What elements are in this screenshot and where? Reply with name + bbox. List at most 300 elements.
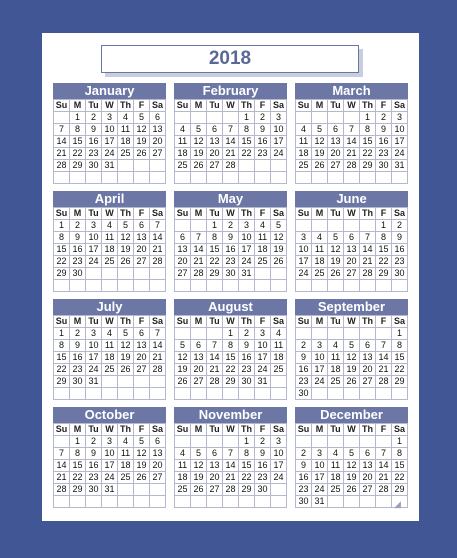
day-cell: 13	[207, 136, 223, 148]
day-cell: 15	[239, 460, 255, 472]
day-cell: 1	[239, 112, 255, 124]
day-cell: 27	[360, 484, 376, 496]
day-cell: 1	[207, 220, 223, 232]
day-cell: 13	[150, 448, 166, 460]
day-cell: 8	[392, 340, 408, 352]
day-cell: 23	[255, 472, 271, 484]
day-cell: 21	[150, 244, 166, 256]
day-cell: 18	[175, 148, 191, 160]
empty-cell	[118, 280, 134, 292]
day-cell: 16	[392, 244, 408, 256]
empty-cell	[207, 388, 223, 400]
empty-cell	[207, 280, 223, 292]
empty-cell	[118, 160, 134, 172]
day-grid	[53, 99, 166, 184]
day-cell: 26	[191, 160, 207, 172]
day-grid	[295, 99, 408, 184]
day-cell: 13	[360, 460, 376, 472]
day-cell: 8	[54, 232, 70, 244]
day-cell: 9	[223, 232, 239, 244]
day-cell: 16	[296, 472, 312, 484]
empty-cell	[191, 220, 207, 232]
empty-cell	[70, 496, 86, 508]
day-cell: 2	[223, 220, 239, 232]
day-cell: 23	[70, 256, 86, 268]
day-cell: 11	[102, 232, 118, 244]
day-cell: 22	[239, 148, 255, 160]
day-cell: 20	[134, 244, 150, 256]
weekday-header: M	[312, 424, 328, 436]
day-cell: 29	[207, 268, 223, 280]
day-cell: 4	[102, 220, 118, 232]
day-cell: 17	[312, 364, 328, 376]
day-cell: 12	[312, 136, 328, 148]
day-cell: 30	[86, 160, 102, 172]
day-cell: 5	[344, 340, 360, 352]
day-cell: 12	[118, 340, 134, 352]
day-grid	[53, 207, 166, 292]
day-cell: 29	[54, 268, 70, 280]
empty-cell	[328, 436, 344, 448]
empty-cell	[118, 484, 134, 496]
day-cell: 3	[271, 112, 287, 124]
day-grid	[295, 207, 408, 292]
weekday-header: M	[70, 100, 86, 112]
empty-cell	[360, 496, 376, 508]
day-cell: 9	[70, 232, 86, 244]
empty-cell	[392, 388, 408, 400]
day-cell: 7	[54, 124, 70, 136]
day-cell: 14	[344, 136, 360, 148]
day-cell: 7	[344, 124, 360, 136]
month-title: December	[295, 407, 408, 423]
day-cell: 18	[118, 136, 134, 148]
day-cell: 11	[175, 460, 191, 472]
day-grid	[174, 99, 287, 184]
day-cell: 28	[54, 160, 70, 172]
weekday-header: Tu	[328, 100, 344, 112]
day-cell: 3	[392, 112, 408, 124]
day-cell: 26	[191, 484, 207, 496]
day-cell: 15	[70, 460, 86, 472]
empty-cell	[344, 388, 360, 400]
weekday-header: Sa	[150, 316, 166, 328]
day-cell: 18	[328, 472, 344, 484]
day-cell: 11	[255, 232, 271, 244]
day-cell: 15	[223, 352, 239, 364]
weekday-header: Th	[360, 208, 376, 220]
day-cell: 12	[344, 460, 360, 472]
day-cell: 3	[312, 448, 328, 460]
day-cell: 15	[54, 352, 70, 364]
day-cell: 30	[296, 388, 312, 400]
day-cell: 27	[328, 160, 344, 172]
day-cell: 4	[312, 232, 328, 244]
day-cell: 20	[207, 148, 223, 160]
day-cell: 20	[360, 472, 376, 484]
day-cell: 9	[86, 124, 102, 136]
empty-cell	[70, 280, 86, 292]
day-cell: 22	[392, 472, 408, 484]
day-cell: 19	[134, 460, 150, 472]
weekday-header: Sa	[392, 424, 408, 436]
empty-cell	[54, 112, 70, 124]
day-cell: 10	[271, 448, 287, 460]
day-cell: 27	[150, 472, 166, 484]
empty-cell	[150, 496, 166, 508]
empty-cell	[312, 388, 328, 400]
day-cell: 12	[191, 460, 207, 472]
day-cell: 15	[239, 136, 255, 148]
day-cell: 5	[118, 220, 134, 232]
month-september	[295, 299, 408, 400]
day-cell: 24	[102, 472, 118, 484]
day-cell: 1	[70, 112, 86, 124]
weekday-header: Sa	[392, 208, 408, 220]
day-cell: 6	[360, 340, 376, 352]
day-cell: 25	[255, 256, 271, 268]
day-cell: 26	[344, 484, 360, 496]
weekday-header: Tu	[86, 424, 102, 436]
day-cell: 19	[344, 364, 360, 376]
weekday-header: Tu	[86, 208, 102, 220]
day-cell: 15	[392, 460, 408, 472]
day-cell: 12	[328, 244, 344, 256]
empty-cell	[175, 172, 191, 184]
day-cell: 12	[118, 232, 134, 244]
day-cell: 11	[118, 124, 134, 136]
empty-cell	[223, 112, 239, 124]
day-cell: 11	[102, 340, 118, 352]
empty-cell	[239, 172, 255, 184]
day-cell: 25	[296, 160, 312, 172]
day-cell: 23	[376, 148, 392, 160]
day-cell: 23	[223, 256, 239, 268]
empty-cell	[223, 436, 239, 448]
day-cell: 14	[191, 244, 207, 256]
day-cell: 31	[102, 484, 118, 496]
day-cell: 5	[191, 124, 207, 136]
empty-cell	[392, 280, 408, 292]
empty-cell	[150, 388, 166, 400]
day-cell: 6	[134, 220, 150, 232]
day-cell: 20	[328, 148, 344, 160]
day-cell: 28	[191, 268, 207, 280]
weekday-header: F	[376, 100, 392, 112]
day-cell: 1	[54, 220, 70, 232]
day-cell: 29	[70, 160, 86, 172]
day-cell: 8	[239, 124, 255, 136]
empty-cell	[150, 160, 166, 172]
day-cell: 6	[328, 124, 344, 136]
day-cell: 5	[312, 124, 328, 136]
day-cell: 24	[271, 472, 287, 484]
empty-cell	[134, 268, 150, 280]
day-cell: 17	[271, 460, 287, 472]
weekday-header: Sa	[150, 100, 166, 112]
day-cell: 22	[70, 472, 86, 484]
month-august	[174, 299, 287, 400]
day-cell: 16	[223, 244, 239, 256]
empty-cell	[150, 484, 166, 496]
day-cell: 13	[134, 232, 150, 244]
empty-cell	[239, 280, 255, 292]
day-cell: 2	[296, 340, 312, 352]
day-grid	[295, 315, 408, 400]
day-grid	[295, 423, 408, 508]
day-cell: 16	[86, 460, 102, 472]
weekday-header: Su	[296, 316, 312, 328]
empty-cell	[360, 280, 376, 292]
weekday-header: Th	[118, 316, 134, 328]
day-cell: 19	[175, 364, 191, 376]
day-cell: 25	[328, 376, 344, 388]
day-cell: 22	[54, 256, 70, 268]
day-cell: 3	[296, 232, 312, 244]
month-july	[53, 299, 166, 400]
day-cell: 28	[344, 160, 360, 172]
day-cell: 15	[392, 352, 408, 364]
weekday-header: W	[102, 316, 118, 328]
day-cell: 14	[223, 460, 239, 472]
day-cell: 13	[207, 460, 223, 472]
day-cell: 6	[344, 232, 360, 244]
day-cell: 28	[376, 484, 392, 496]
day-cell: 15	[360, 136, 376, 148]
day-cell: 16	[239, 352, 255, 364]
month-april	[53, 191, 166, 292]
day-cell: 24	[312, 376, 328, 388]
empty-cell	[102, 496, 118, 508]
day-cell: 25	[312, 268, 328, 280]
empty-cell	[376, 388, 392, 400]
empty-cell	[102, 280, 118, 292]
day-cell: 3	[239, 220, 255, 232]
weekday-header: Sa	[150, 424, 166, 436]
weekday-header: M	[312, 100, 328, 112]
weekday-header: Tu	[207, 424, 223, 436]
day-cell: 3	[102, 436, 118, 448]
day-cell: 3	[271, 436, 287, 448]
day-cell: 8	[376, 232, 392, 244]
weekday-header: F	[134, 424, 150, 436]
empty-cell	[102, 172, 118, 184]
empty-cell	[223, 172, 239, 184]
month-march	[295, 83, 408, 184]
weekday-header: W	[223, 316, 239, 328]
day-cell: 10	[86, 232, 102, 244]
day-cell: 14	[54, 136, 70, 148]
day-cell: 31	[312, 496, 328, 508]
empty-cell	[191, 328, 207, 340]
day-cell: 4	[118, 436, 134, 448]
weekday-header: Th	[239, 100, 255, 112]
day-cell: 10	[312, 352, 328, 364]
day-cell: 17	[392, 136, 408, 148]
empty-cell	[175, 280, 191, 292]
empty-cell	[296, 112, 312, 124]
empty-cell	[328, 172, 344, 184]
day-cell: 4	[255, 220, 271, 232]
empty-cell	[70, 172, 86, 184]
day-cell: 23	[392, 256, 408, 268]
month-may	[174, 191, 287, 292]
day-cell: 26	[118, 256, 134, 268]
weekday-header: Sa	[271, 424, 287, 436]
day-cell: 21	[54, 148, 70, 160]
weekday-header: Su	[296, 424, 312, 436]
day-cell: 18	[255, 244, 271, 256]
day-cell: 24	[392, 148, 408, 160]
day-cell: 6	[150, 436, 166, 448]
month-title: January	[53, 83, 166, 99]
day-cell: 24	[271, 148, 287, 160]
day-cell: 20	[344, 256, 360, 268]
day-cell: 15	[207, 244, 223, 256]
empty-cell	[255, 280, 271, 292]
weekday-header: Tu	[328, 316, 344, 328]
weekday-header: F	[134, 316, 150, 328]
empty-cell	[239, 388, 255, 400]
day-cell: 31	[239, 268, 255, 280]
day-cell: 2	[239, 328, 255, 340]
month-title: October	[53, 407, 166, 423]
day-cell: 16	[255, 460, 271, 472]
weekday-header: Tu	[86, 100, 102, 112]
empty-cell	[344, 112, 360, 124]
day-cell: 22	[223, 364, 239, 376]
empty-cell	[207, 496, 223, 508]
day-cell: 30	[223, 268, 239, 280]
weekday-header: Su	[54, 208, 70, 220]
day-cell: 21	[344, 148, 360, 160]
weekday-header: W	[223, 424, 239, 436]
weekday-header: Th	[360, 424, 376, 436]
weekday-header: M	[191, 100, 207, 112]
day-cell: 7	[223, 448, 239, 460]
empty-cell	[118, 496, 134, 508]
empty-cell	[175, 436, 191, 448]
empty-cell	[271, 376, 287, 388]
day-cell: 18	[175, 472, 191, 484]
day-cell: 27	[207, 484, 223, 496]
day-cell: 5	[134, 112, 150, 124]
day-cell: 23	[86, 148, 102, 160]
day-cell: 17	[255, 352, 271, 364]
day-cell: 14	[150, 340, 166, 352]
day-cell: 4	[296, 124, 312, 136]
month-title: September	[295, 299, 408, 315]
day-cell: 13	[150, 124, 166, 136]
day-cell: 21	[191, 256, 207, 268]
weekday-header: Sa	[271, 100, 287, 112]
day-cell: 31	[392, 160, 408, 172]
day-cell: 22	[207, 256, 223, 268]
empty-cell	[54, 436, 70, 448]
empty-cell	[134, 172, 150, 184]
day-cell: 3	[86, 328, 102, 340]
day-cell: 10	[255, 340, 271, 352]
day-cell: 17	[239, 244, 255, 256]
day-cell: 3	[102, 112, 118, 124]
empty-cell	[150, 172, 166, 184]
day-cell: 3	[86, 220, 102, 232]
weekday-header: Su	[175, 316, 191, 328]
day-cell: 3	[312, 340, 328, 352]
weekday-header: F	[376, 208, 392, 220]
day-cell: 18	[102, 352, 118, 364]
day-cell: 10	[102, 448, 118, 460]
day-cell: 21	[223, 472, 239, 484]
weekday-header: Su	[175, 424, 191, 436]
empty-cell	[239, 496, 255, 508]
day-cell: 18	[118, 460, 134, 472]
day-cell: 21	[150, 352, 166, 364]
weekday-header: Sa	[150, 208, 166, 220]
empty-cell	[376, 496, 392, 508]
day-cell: 1	[376, 220, 392, 232]
day-cell: 19	[271, 244, 287, 256]
day-cell: 9	[255, 448, 271, 460]
day-cell: 2	[86, 112, 102, 124]
day-cell: 29	[376, 268, 392, 280]
empty-cell	[175, 388, 191, 400]
day-cell: 30	[86, 484, 102, 496]
day-cell: 12	[175, 352, 191, 364]
day-cell: 27	[207, 160, 223, 172]
day-grid	[53, 315, 166, 400]
empty-cell	[191, 496, 207, 508]
day-cell: 28	[207, 376, 223, 388]
day-cell: 31	[255, 376, 271, 388]
day-cell: 23	[296, 376, 312, 388]
day-cell: 10	[392, 124, 408, 136]
weekday-header: M	[70, 316, 86, 328]
day-cell: 26	[312, 160, 328, 172]
day-cell: 9	[255, 124, 271, 136]
day-cell: 24	[312, 484, 328, 496]
day-cell: 9	[296, 352, 312, 364]
day-cell: 29	[54, 376, 70, 388]
day-cell: 21	[360, 256, 376, 268]
day-cell: 8	[70, 448, 86, 460]
empty-cell	[134, 280, 150, 292]
day-cell: 24	[86, 256, 102, 268]
empty-cell	[86, 388, 102, 400]
day-cell: 28	[150, 256, 166, 268]
day-cell: 20	[207, 472, 223, 484]
day-cell: 28	[360, 268, 376, 280]
day-cell: 19	[118, 244, 134, 256]
day-cell: 28	[223, 484, 239, 496]
empty-cell	[296, 220, 312, 232]
day-cell: 18	[296, 148, 312, 160]
weekday-header: F	[376, 424, 392, 436]
empty-cell	[344, 280, 360, 292]
day-cell: 4	[102, 328, 118, 340]
day-cell: 30	[392, 268, 408, 280]
day-cell: 17	[312, 472, 328, 484]
day-cell: 25	[118, 472, 134, 484]
day-cell: 21	[376, 364, 392, 376]
month-title: July	[53, 299, 166, 315]
empty-cell	[102, 268, 118, 280]
day-cell: 17	[296, 256, 312, 268]
day-cell: 29	[239, 484, 255, 496]
weekday-header: Su	[54, 316, 70, 328]
empty-cell	[376, 328, 392, 340]
day-cell: 27	[175, 268, 191, 280]
